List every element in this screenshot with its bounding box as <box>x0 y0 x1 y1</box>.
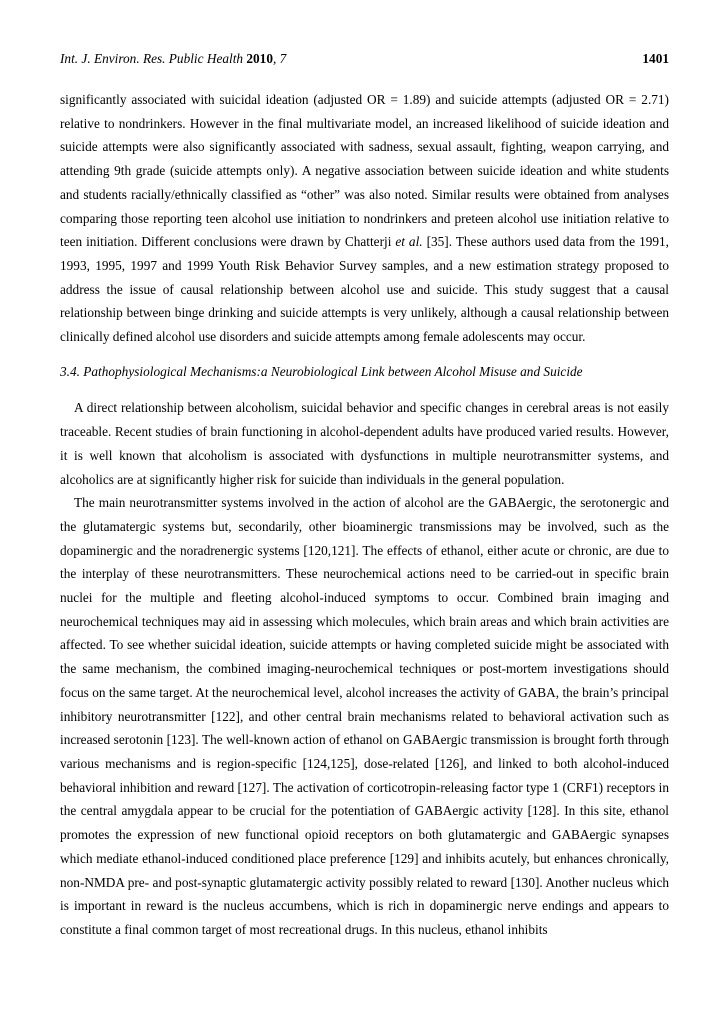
citation-et-al: et al. <box>395 234 423 250</box>
paragraph-text-part2: [35]. These authors used data from the 1991, 1993, 1995, 1997 and 1999 Youth Risk Behavior Survey samples, and a new estimation strategy proposed to address the issue of causal relationship between alcohol use and suicide. This study suggest that a causal relationship between binge drinking and suicide attempts is very unlikely, although a causal relationship between clinically defined alcohol use disorders and suicide attempts among female adolescents may occur. <box>60 234 669 345</box>
paragraph-continuation <box>60 88 669 349</box>
page-number: 1401 <box>642 51 669 66</box>
running-header <box>60 50 669 68</box>
journal-year: 2010 <box>246 51 273 66</box>
paragraph-text-part1: significantly associated with suicidal ideation (adjusted OR = 1.89) and suicide attempts (adjusted OR = 2.71) relative to nondrinkers. However in the final multivariate model, an increased likelihood of suicide ideation and suicide attempts were also significantly associated with sadness, sexual assault, fighting, weapon carrying, and attending 9th grade (suicide attempts only). A negative association between suicide ideation and white students and students racially/ethnically classified as “other” was also noted. Similar results were obtained from analyses comparing those reporting teen alcohol use initiation to nondrinkers and preteen alcohol use initiation relative to teen initiation. Different conclusions were drawn by Chatterji <box>60 92 669 250</box>
journal-title: Int. J. Environ. Res. Public Health <box>60 51 244 66</box>
journal-volume: 7 <box>279 51 287 66</box>
paragraph-neurotransmitters: The main neurotransmitter systems involved in the action of alcohol are the GABAergic, the serotonergic and the glutamatergic systems but, secondarily, other bioaminergic transmissions may be involved, such as the dopaminergic and the noradrenergic systems [120,121]. The effects of ethanol, either acute or chronic, are due to the interplay of these neurotransmitters. These neurochemical actions need to be carried-out in specific brain nuclei for the multiple and fleeting alcohol-induced symptoms to occur. Combined brain imaging and neurochemical techniques may aid in assessing which molecules, which brain areas and which brain activities are affected. To see whether suicidal ideation, suicide attempts or having completed suicide might be associated with the same mechanism, the combined imaging-neurochemical techniques or post-mortem investigations should focus on the same target. At the neurochemical level, alcohol increases the activity of GABA, the brain’s principal inhibitory neurotransmitter [122], and other central brain mechanisms related to behavioral activation such as increased serotonin [123]. The well-known action of ethanol on GABAergic transmission is brought forth through various mechanisms and is region-specific [124,125], dose-related [126], and linked to both alcohol-induced behavioral inhibition and reward [127]. The activation of corticotropin-releasing factor type 1 (CRF1) receptors in the central amygdala appear to be crucial for the potentiation of GABAergic activity [128]. In this site, ethanol promotes the expression of new functional opioid receptors on both glutamatergic and GABAergic synapses which mediate ethanol-induced conditioned place preference [129] and inhibits acutely, but enhances chronically, non-NMDA pre- and post-synaptic glutamatergic activity possibly related to reward [130]. Another nucleus which is important in reward is the nucleus accumbens, which is rich in dopaminergic nerve endings and appears to constitute a final common target of most recreational drugs. In this nucleus, ethanol inhibits <box>60 495 669 937</box>
paragraph-intro: A direct relationship between alcoholism, suicidal behavior and specific changes in cerebral areas is not easily traceable. Recent studies of brain functioning in alcohol-dependent adults have produced varied results. However, it is well known that alcoholism is associated with dysfunctions in multiple neurotransmitter systems, and alcoholics are at significantly higher risk for suicide than individuals in the general population. <box>60 400 669 487</box>
section-heading: 3.4. Pathophysiological Mechanisms:a Neurobiological Link between Alcohol Misuse and Suicide <box>60 363 583 379</box>
journal-citation: Int. J. Environ. Res. Public Health 2010, 7 <box>60 51 287 66</box>
document-page <box>60 50 669 942</box>
